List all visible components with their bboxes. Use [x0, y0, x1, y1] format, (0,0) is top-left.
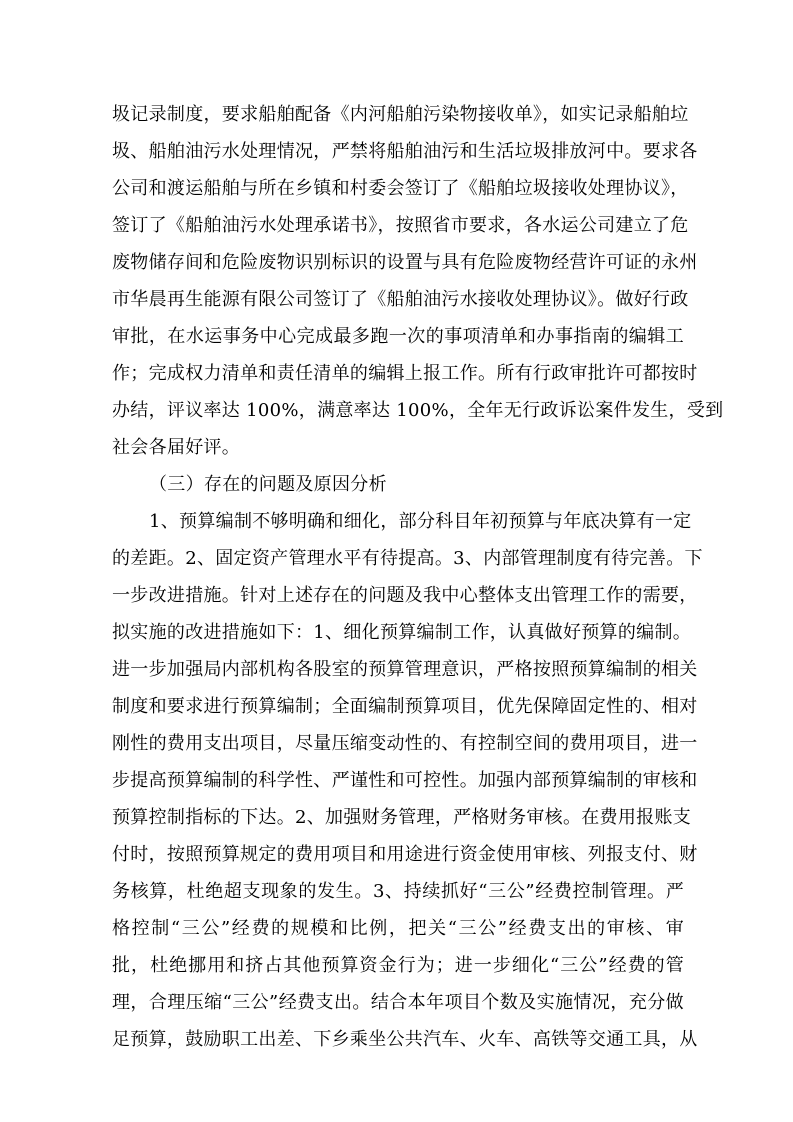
paragraph-2-line-10: 付时，按照预算规定的费用项目和用途进行资金使用审核、列报支付、财: [112, 844, 698, 865]
paragraph-2-line-6: 制度和要求进行预算编制；全面编制预算项目，优先保障固定性的、相对: [112, 696, 698, 717]
paragraph-2-line-12: 格控制“三公”经费的规模和比例，把关“三公”经费支出的审核、审: [112, 918, 684, 939]
paragraph-2-line-9: 预算控制指标的下达。2、加强财务管理，严格财务审核。在费用报账支: [112, 807, 692, 828]
paragraph-2-line-8: 步提高预算编制的科学性、严谨性和可控性。加强内部预算编制的审核和: [112, 770, 698, 791]
paragraph-1-line-7: 审批，在水运事务中心完成最多跑一次的事项清单和办事指南的编辑工: [112, 326, 684, 347]
paragraph-1-line-1: 圾记录制度，要求船舶配备《内河船舶污染物接收单》，如实记录船舶垃: [112, 104, 689, 125]
paragraph-2-line-11: 务核算，杜绝超支现象的发生。3、持续抓好“三公”经费控制管理。严: [112, 881, 684, 902]
paragraph-2-line-1: 1、预算编制不够明确和细化，部分科目年初预算与年底决算有一定: [149, 511, 692, 532]
paragraph-2-line-13: 批，杜绝挪用和挤占其他预算资金行为；进一步细化“三公”经费的管: [112, 955, 684, 976]
paragraph-1-line-6: 市华晨再生能源有限公司签订了《船舶油污水接收处理协议》。做好行政: [112, 289, 689, 310]
paragraph-2-line-14: 理，合理压缩“三公”经费支出。结合本年项目个数及实施情况，充分做: [112, 992, 684, 1013]
paragraph-1-line-8: 作；完成权力清单和责任清单的编辑上报工作。所有行政审批许可都按时: [112, 363, 698, 384]
paragraph-1-line-3: 公司和渡运船舶与所在乡镇和村委会签订了《船舶垃圾接收处理协议》，: [112, 178, 689, 199]
paragraph-2-line-3: 一步改进措施。针对上述存在的问题及我中心整体支出管理工作的需要，: [112, 585, 698, 606]
section-heading: （三）存在的问题及原因分析: [149, 474, 387, 495]
paragraph-2-line-5: 进一步加强局内部机构各股室的预算管理意识，严格按照预算编制的相关: [112, 659, 698, 680]
paragraph-2-line-15: 足预算，鼓励职工出差、下乡乘坐公共汽车、火车、高铁等交通工具，从: [112, 1029, 698, 1050]
paragraph-2-line-2: 的差距。2、固定资产管理水平有待提高。3、内部管理制度有待完善。下: [112, 548, 703, 569]
paragraph-1-line-4: 签订了《船舶油污水处理承诺书》，按照省市要求，各水运公司建立了危: [112, 215, 689, 236]
paragraph-1-line-5: 废物储存间和危险废物识别标识的设置与具有危险废物经营许可证的永州: [112, 252, 698, 273]
paragraph-1-line-2: 圾、船舶油污水处理情况，严禁将船舶油污和生活垃圾排放河中。要求各: [112, 141, 698, 162]
paragraph-2-line-4: 拟实施的改进措施如下：1、细化预算编制工作，认真做好预算的编制。: [112, 622, 692, 643]
paragraph-1-line-10: 社会各届好评。: [112, 437, 241, 458]
paragraph-1-line-9: 办结，评议率达 100%，满意率达 100%，全年无行政诉讼案件发生，受到: [112, 400, 724, 421]
paragraph-2-line-7: 刚性的费用支出项目，尽量压缩变动性的、有控制空间的费用项目，进一: [112, 733, 698, 754]
